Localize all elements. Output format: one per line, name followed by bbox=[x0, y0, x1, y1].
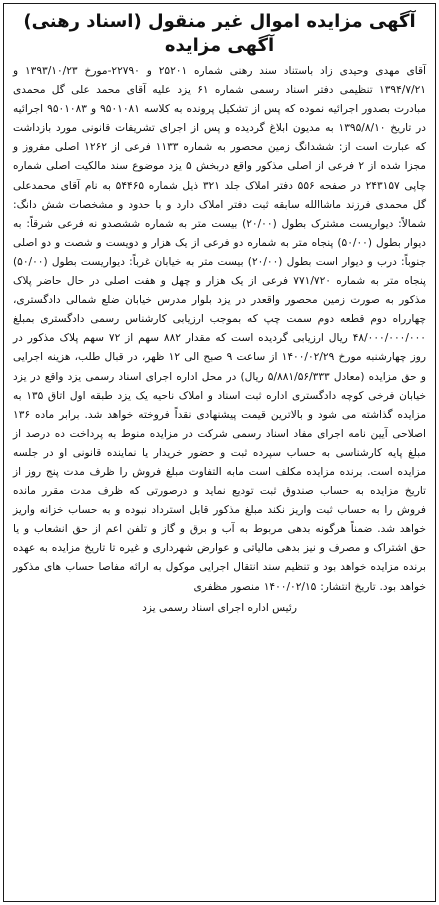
notice-body: آقای مهدی وحیدی زاد باستناد سند رهنی شماره ۲۵۲۰۱ و ۲۲۷۹۰-مورخ ۱۳۹۳/۱۰/۲۳ و ۱۳۹۴/۷/۲۱ تنظیمی دفتر اسناد رسمی شماره ۶۱ یزد علیه آقای محمد علی گل محمدی مبادرت بصدور اجرائیه نموده که پس از تشکیل پرونده به کلاسه ۹۵۰۱۰۸۱ و ۹۵۰۱۰۸۳ اجرائیه در تاریخ ۱۳۹۵/۸/۱۰ به مدیون ابلاغ گردیده و پس از اجرای تشریفات قانونی مورد بازداشت که عبارت است از: ششدانگ زمین محصور به شماره ۱۱۳۳ فرعی از ۱۲۶۲ اصلی مفروز و مجزا شده از ۲ فرعی از اصلی مذکور واقع دربخش ۵ یزد موضوع سند مالکیت اصلی شماره چاپی ۲۴۳۱۵۷ در صفحه ۵۵۶ دفتر املاک جلد ۳۲۱ ذیل شماره ۵۴۴۶۵ به نام آقای محمدعلی گل محمدی فرزند ماشاالله سابقه ثبت دفتر املاک دارد و با حدود و مشخصات شش دانگ: شمالاً: دیواریست مشترک بطول (۲۰/۰۰) بیست متر به شماره ششصدو نه فرعی شرقاً: به دیوار بطول (۵۰/۰۰) پنجاه متر به شماره دو فرعی از یک هزار و دویست و شصت و دو اصلی جنوباً: درب و دیوار است بطول (۲۰/۰۰) بیست متر به خیابان غرباً: دیواریست بطول (۵۰/۰۰) پنجاه متر به شماره ۷۷۱/۷۲۰ فرعی از یک هزار و چهل و هفت اصلی در حال حاضر پلاک مذکور به صورت زمین محصور واقعدر در یزد بلوار مدرس خیابان ضلع شمالی دادگستری، چهارراه دوم قطعه دوم سمت چپ که بموجب ارزیابی کارشناس رسمی دادگستری بمبلغ ۴۸/۰۰۰/۰۰۰/۰۰۰ ریال ارزیابی گردیده است که مقدار ۸۸۲ سهم از ۷۲ سهم پلاک مذکور در روز چهارشنبه مورخ ۱۴۰۰/۰۲/۲۹ از ساعت ۹ صبح الی ۱۲ ظهر، در قبال طلب، هزینه اجرایی و حق مزایده (معادل ۵/۸۸۱/۵۶/۳۳۳ ریال) در محل اداره اجرای اسناد رسمی یزد واقع در یزد خیابان فرخی کوچه دادگستری اداره ثبت اسناد و املاک ناحیه یک یزد طبقه اول اتاق ۱۳۵ به مزایده گذاشته می شود و بالاترین قیمت پیشنهادی نقداً فروخته خواهد شد. برابر ماده ۱۳۶ اصلاحی آیین نامه اجرای مفاد اسناد رسمی شرکت در مزایده منوط به پرداخت ده درصد از مبلغ پایه کارشناسی به حساب سپرده ثبت و حضور خریدار یا نماینده قانونی او در جلسه مزایده است. برنده مزایده مکلف است مابه التفاوت مبلغ فروش را ظرف مدت پنج روز از تاریخ مزایده به حساب صندوق ثبت تودیع نماید و درصورتی که ظرف مدت مقرر مانده فروش را به حساب ثبت واریز نکند مبلغ مذکور قابل استرداد نبوده و به حساب خزانه واریز خواهد شد. ضمناً هرگونه بدهی مربوط به آب و برق و گاز و تلفن اعم از حق انشعاب و یا حق اشتراک و مصرف و نیز بدهی مالیاتی و عوارض شهرداری و غیره تا تاریخ مزایده به عهده برنده مزایده خواهد بود و تنظیم سند انتقال اجرایی موکول به ارائه مفاصا حساب های مذکور خواهد بود. تاریخ انتشار: ۱۴۰۰/۰۲/۱۵ منصور مظفری bbox=[13, 65, 427, 593]
notice-frame bbox=[3, 3, 436, 902]
notice-subtitle: آگهی مزایده bbox=[164, 35, 275, 56]
notice-signature: رئیس اداره اجرای اسناد رسمی یزد bbox=[142, 601, 297, 614]
notice-title: آگهی مزایده اموال غیر منقول (اسناد رهنی) bbox=[23, 11, 416, 32]
